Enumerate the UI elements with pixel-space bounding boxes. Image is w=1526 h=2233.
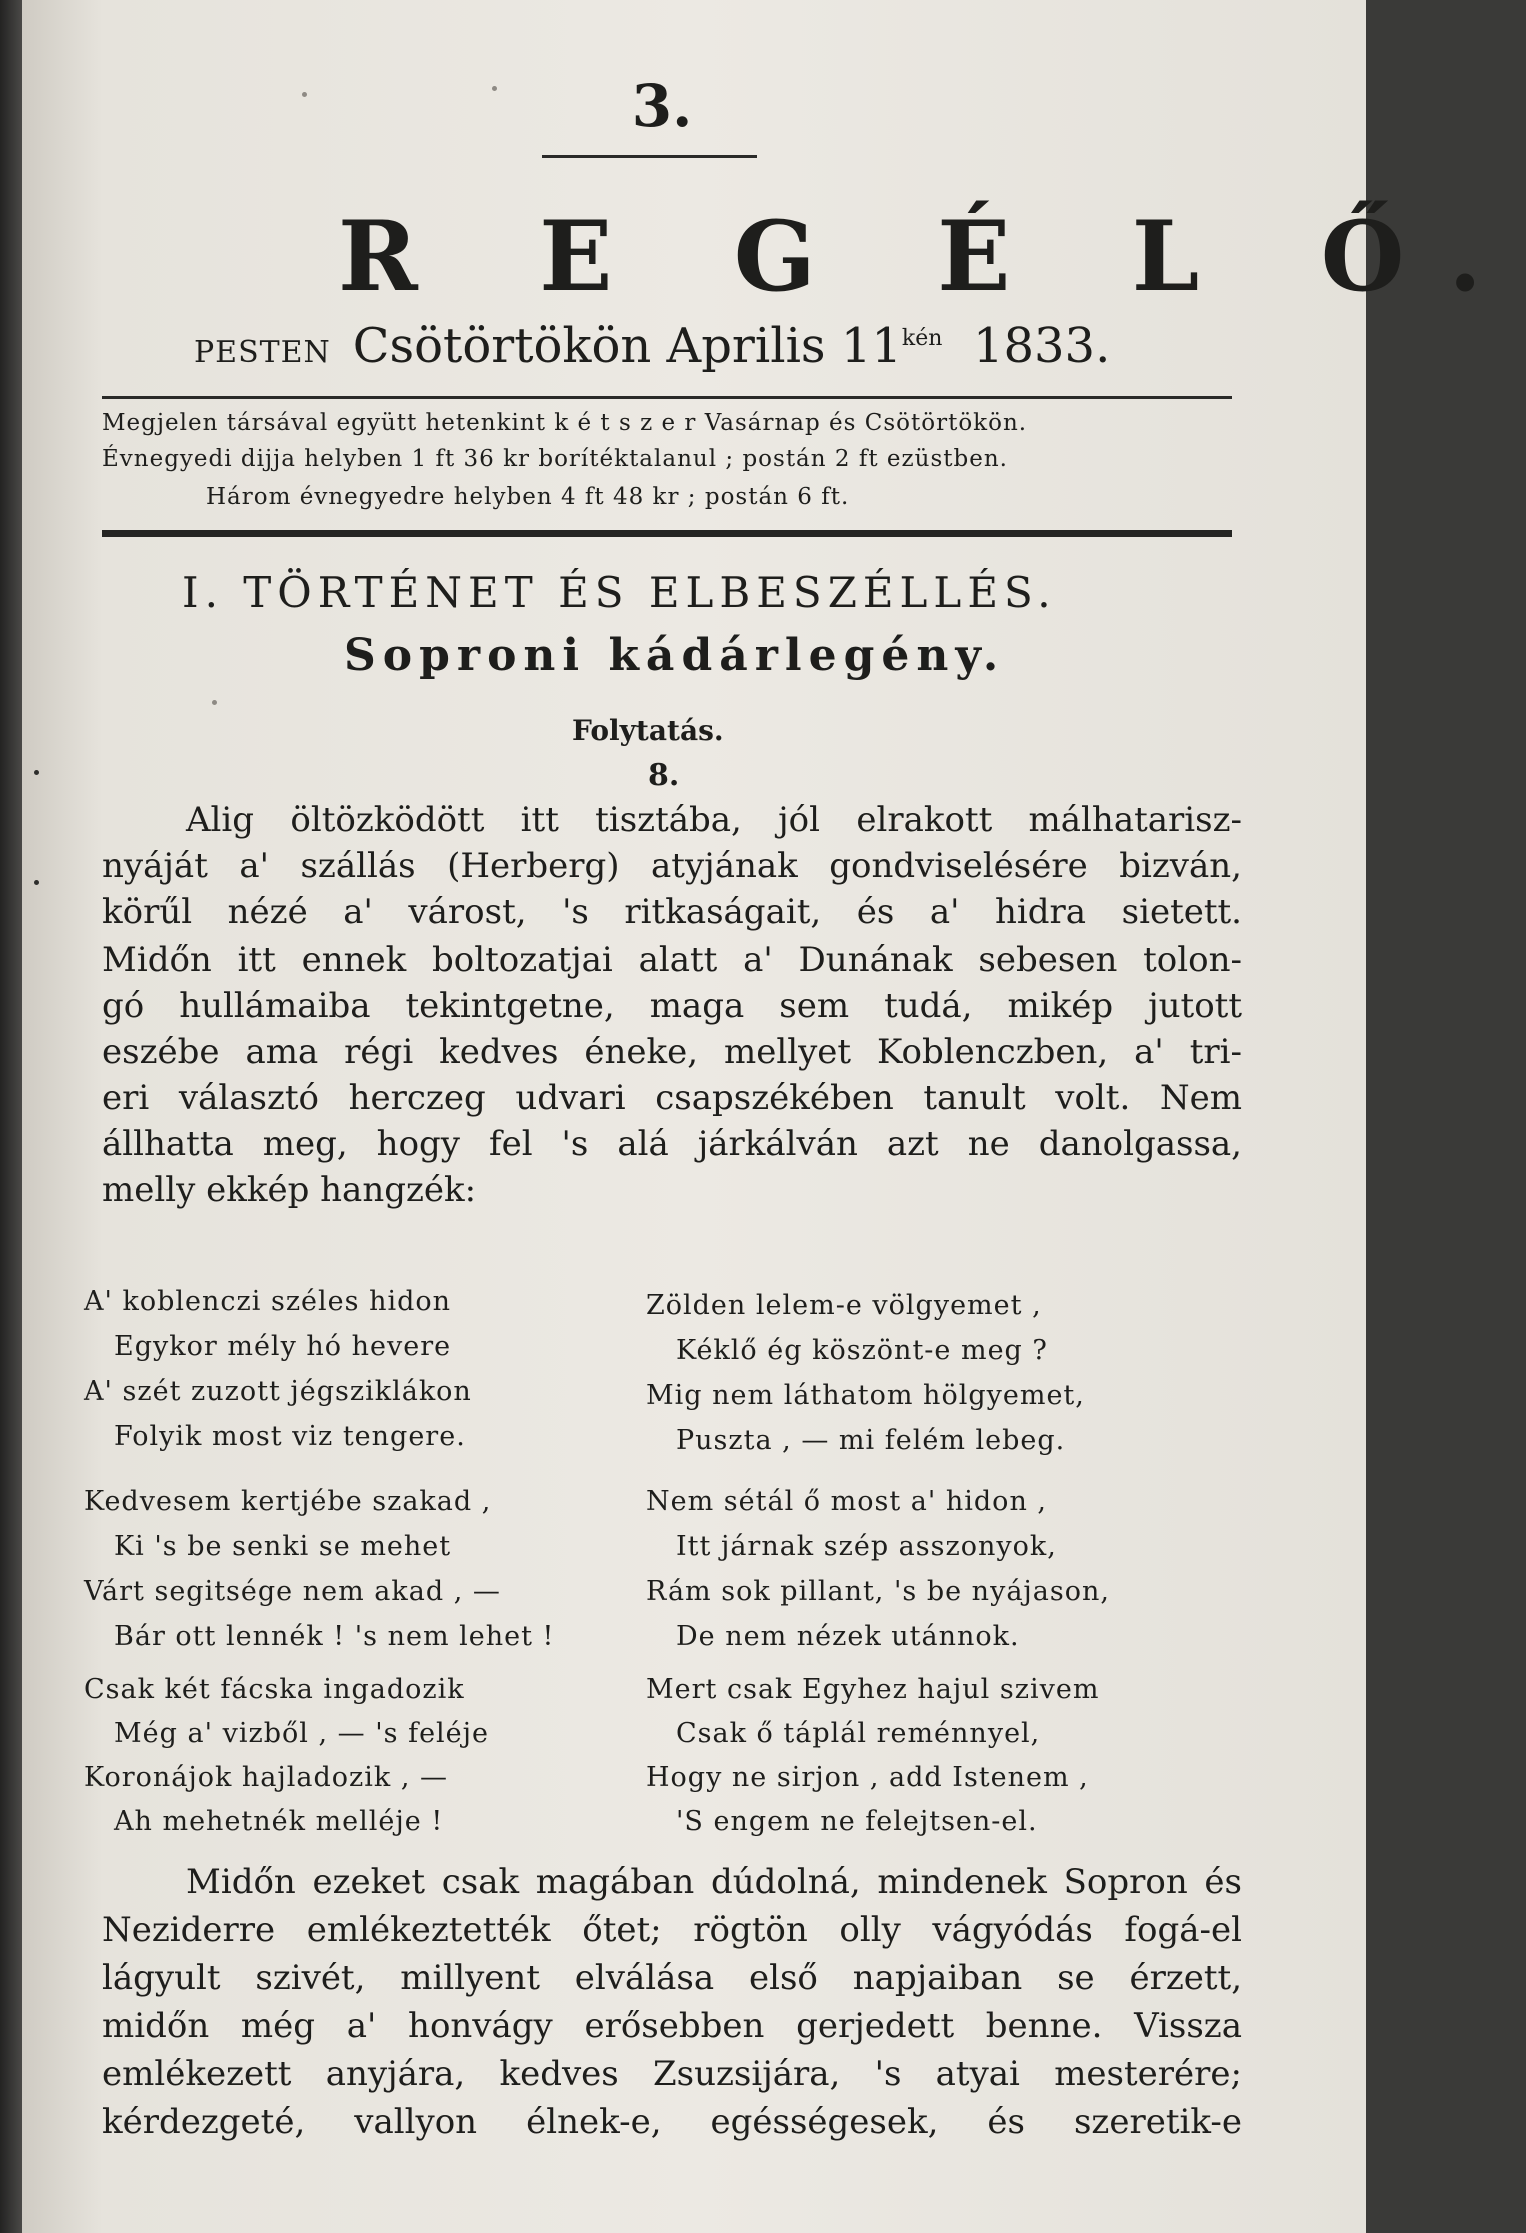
text-line: Midőn itt ennek boltozatjai alatt a' Dunának sebesen tolon- — [102, 940, 1242, 980]
dateline-year: 1833. — [972, 318, 1111, 374]
text-line: eszébe ama régi kedves éneke, mellyet Koblenczben, a' tri- — [102, 1032, 1242, 1072]
verse-line: Egykor mély hó hevere — [114, 1331, 452, 1362]
subscription-notice-line: Három évnegyedre helyben 4 ft 48 kr ; postán 6 ft. — [206, 484, 850, 510]
paper-speck — [492, 86, 497, 91]
book-binding-edge — [0, 0, 22, 2233]
verse-line: Zölden lelem-e völgyemet , — [646, 1290, 1042, 1321]
notice-rule — [102, 530, 1232, 537]
verse-line: Hogy ne sirjon , add Istenem , — [646, 1762, 1089, 1793]
verse-line: Mig nem láthatom hölgyemet, — [646, 1380, 1085, 1411]
text-line: gó hullámaiba tekintgetne, maga sem tudá, mikép jutott — [102, 986, 1242, 1026]
issue-number: 3. — [631, 72, 693, 140]
story-title: Soproni kádárlegény. — [344, 630, 1006, 681]
text-line: állhatta meg, hogy fel 's alá járkálván azt ne danolgassa, — [102, 1124, 1242, 1164]
verse-line: Csak két fácska ingadozik — [84, 1674, 465, 1705]
verse-line: Itt járnak szép asszonyok, — [676, 1531, 1057, 1562]
text-line: Alig öltözködött itt tisztába, jól elrakott málhatarisz- — [186, 800, 1242, 840]
text-line: lágyult szivét, millyent elválása első napjaiban se érzett, — [102, 1958, 1242, 1998]
text-line: nyáját a' szállás (Herberg) atyjának gondviselésére bizván, — [102, 846, 1242, 886]
text-line: Midőn ezeket csak magában dúdolná, mindenek Sopron és — [186, 1862, 1242, 1902]
verse-line: Még a' vizből , — 's feléje — [114, 1718, 490, 1749]
masthead-title: R E G É L Ő. — [338, 200, 1526, 313]
verse-line: 'S engem ne felejtsen-el. — [676, 1806, 1038, 1837]
verse-line: Puszta , — mi felém lebeg. — [676, 1425, 1066, 1456]
paper-speck — [302, 92, 307, 97]
verse-line: Kedvesem kertjébe szakad , — [84, 1486, 492, 1517]
paper-speck — [34, 770, 39, 775]
masthead-rule — [102, 396, 1232, 399]
dateline-date: Csötörtökön Aprilis 11 — [352, 318, 902, 374]
newspaper-page — [22, 0, 1526, 2233]
text-line: kérdezgeté, vallyon élnek-e, egésségesek, és szeretik-e — [102, 2102, 1242, 2142]
verse-line: Csak ő táplál reménnyel, — [676, 1718, 1041, 1749]
paper-speck — [34, 880, 39, 885]
verse-line: De nem nézek utánnok. — [676, 1621, 1020, 1652]
issue-divider — [542, 155, 757, 158]
dateline-date-suffix: kén — [901, 326, 943, 351]
verse-line: A' koblenczi széles hidon — [84, 1286, 452, 1317]
verse-line: Koronájok hajladozik , — — [84, 1762, 449, 1793]
text-line: körűl nézé a' várost, 's ritkaságait, és a' hidra sietett. — [102, 892, 1242, 932]
subscription-notice-line: Évnegyedi dijja helyben 1 ft 36 kr borítéktalanul ; postán 2 ft ezüstben. — [102, 446, 1008, 472]
verse-line: Várt segitsége nem akad , — — [84, 1576, 501, 1607]
paper-speck — [212, 700, 217, 705]
verse-line: Mert csak Egyhez hajul szivem — [646, 1674, 1100, 1705]
chapter-number: 8. — [648, 758, 680, 793]
text-line: emlékezett anyjára, kedves Zsuzsijára, 's atyai mesterére; — [102, 2054, 1242, 2094]
text-line: eri választó herczeg udvari csapszékében tanult volt. Nem — [102, 1078, 1242, 1118]
text-line: midőn még a' honvágy erősebben gerjedett benne. Vissza — [102, 2006, 1242, 2046]
subscription-notice-line: Megjelen társával együtt hetenkint k é t s z e r Vasárnap és Csötörtökön. — [102, 410, 1028, 436]
verse-line: Rám sok pillant, 's be nyájason, — [646, 1576, 1110, 1607]
verse-line: Bár ott lennék ! 's nem lehet ! — [114, 1621, 555, 1652]
verse-line: Nem sétál ő most a' hidon , — [646, 1486, 1047, 1517]
verse-line: A' szét zuzott jégsziklákon — [84, 1376, 472, 1407]
verse-line: Kéklő ég köszönt-e meg ? — [676, 1335, 1048, 1366]
text-line: melly ekkép hangzék: — [102, 1170, 477, 1210]
dateline — [194, 318, 1144, 374]
verse-line: Ah mehetnék melléje ! — [114, 1806, 444, 1837]
continuation-label: Folytatás. — [572, 714, 724, 747]
verse-line: Ki 's be senki se mehet — [114, 1531, 452, 1562]
verse-line: Folyik most viz tengere. — [114, 1421, 466, 1452]
section-heading: I. TÖRTÉNET ÉS ELBESZÉLLÉS. — [182, 568, 1057, 617]
dateline-city: PESTEN — [194, 335, 331, 370]
text-line: Neziderre emlékeztették őtet; rögtön olly vágyódás fogá-el — [102, 1910, 1242, 1950]
